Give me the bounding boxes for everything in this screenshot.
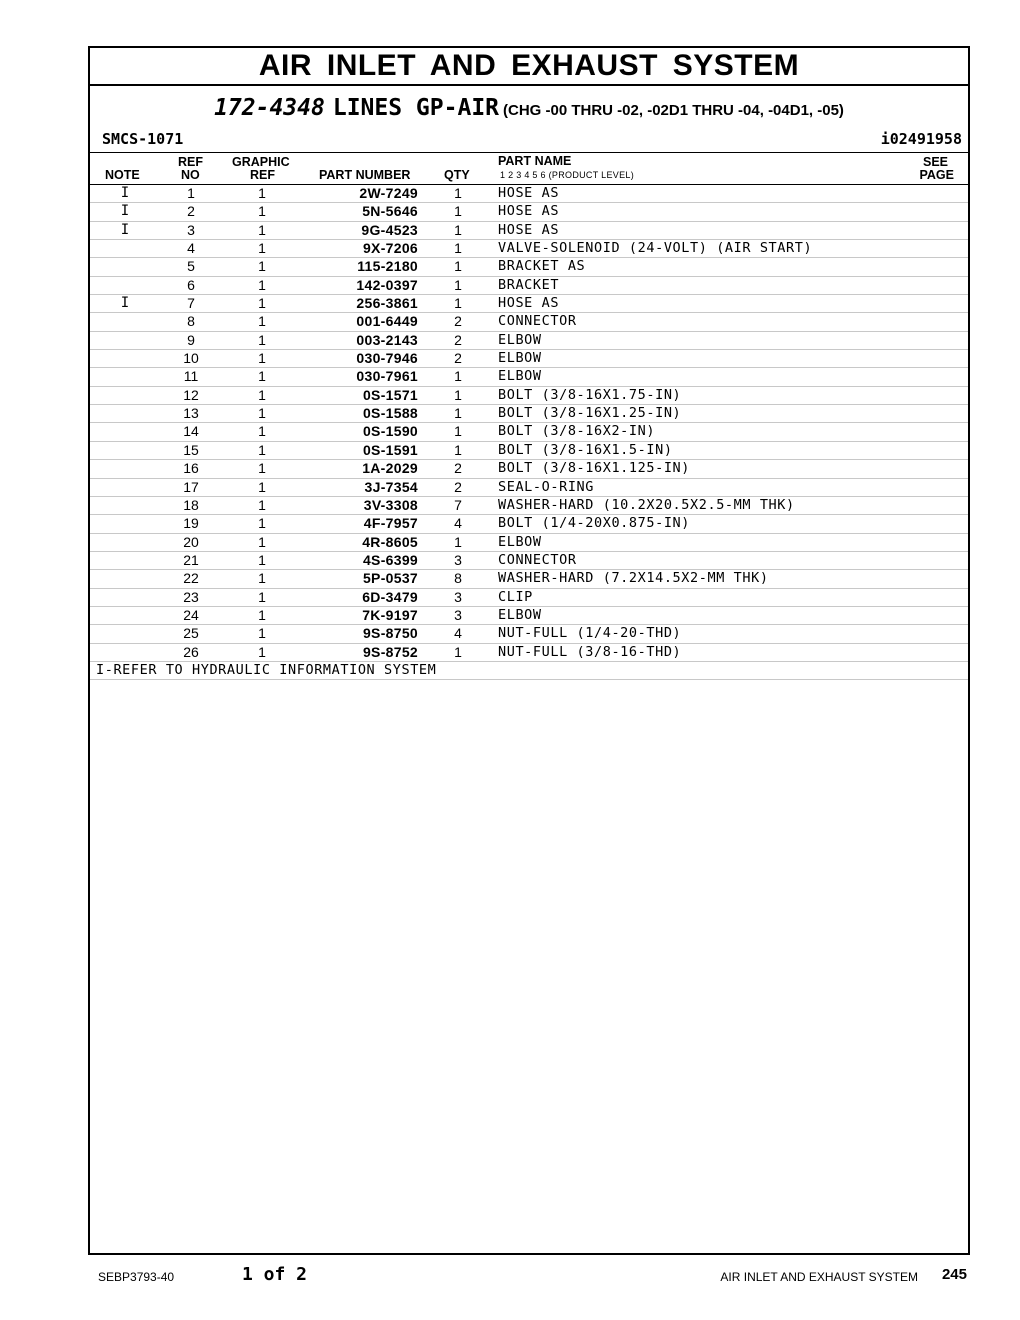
row-graphic-ref: 1 bbox=[258, 515, 266, 532]
table-row bbox=[90, 350, 968, 368]
row-part-number: 9S-8752 bbox=[362, 643, 418, 660]
row-ref-no: 2 bbox=[187, 203, 195, 220]
row-part-number: 6D-3479 bbox=[362, 588, 418, 605]
row-part-number: 5N-5646 bbox=[362, 203, 418, 220]
row-part-name: CONNECTOR bbox=[498, 551, 577, 568]
group-name: LINES GP-AIR bbox=[332, 95, 500, 121]
row-part-number: 7K-9197 bbox=[362, 606, 418, 623]
row-part-name: CLIP bbox=[498, 588, 533, 605]
row-qty: 7 bbox=[454, 496, 462, 513]
row-qty: 1 bbox=[454, 185, 462, 201]
table-row bbox=[90, 644, 968, 662]
id-row bbox=[90, 130, 968, 153]
row-graphic-ref: 1 bbox=[258, 441, 266, 458]
header-graphic-bottom: REF bbox=[250, 168, 275, 182]
row-note: I bbox=[120, 295, 130, 312]
row-part-number: 4S-6399 bbox=[362, 551, 418, 568]
row-ref-no: 24 bbox=[183, 606, 199, 623]
row-ref-no: 16 bbox=[183, 460, 199, 477]
row-part-name: NUT-FULL (3/8-16-THD) bbox=[498, 643, 682, 660]
row-graphic-ref: 1 bbox=[258, 423, 266, 440]
table-row bbox=[90, 479, 968, 497]
row-part-name: VALVE-SOLENOID (24-VOLT) (AIR START) bbox=[498, 240, 813, 257]
row-ref-no: 5 bbox=[187, 258, 195, 275]
row-part-number: 3V-3308 bbox=[363, 496, 418, 513]
row-graphic-ref: 1 bbox=[258, 386, 266, 403]
row-ref-no: 17 bbox=[183, 478, 199, 495]
row-part-name: NUT-FULL (1/4-20-THD) bbox=[498, 625, 682, 642]
row-note: I bbox=[120, 185, 130, 201]
row-graphic-ref: 1 bbox=[258, 478, 266, 495]
row-ref-no: 12 bbox=[183, 386, 199, 403]
illustration-id: i02491958 bbox=[880, 130, 962, 148]
row-part-number: 4F-7957 bbox=[363, 515, 418, 532]
row-graphic-ref: 1 bbox=[258, 350, 266, 367]
row-ref-no: 10 bbox=[183, 350, 199, 367]
row-graphic-ref: 1 bbox=[258, 570, 266, 587]
row-part-name: ELBOW bbox=[498, 606, 542, 623]
row-graphic-ref: 1 bbox=[258, 240, 266, 257]
table-header bbox=[90, 153, 968, 185]
footer-page-number: 245 bbox=[941, 1266, 967, 1283]
row-ref-no: 26 bbox=[183, 643, 199, 660]
table-row bbox=[90, 625, 968, 643]
table-row bbox=[90, 277, 968, 295]
change-range: (CHG -00 THRU -02, -02D1 THRU -04, -04D1, -05) bbox=[503, 102, 844, 119]
row-part-name: BOLT (3/8-16X1.5-IN) bbox=[498, 441, 673, 458]
table-row bbox=[90, 222, 968, 240]
row-ref-no: 6 bbox=[187, 276, 195, 293]
row-ref-no: 13 bbox=[183, 405, 199, 422]
row-part-number: 0S-1590 bbox=[362, 423, 418, 440]
row-graphic-ref: 1 bbox=[258, 331, 266, 348]
header-part-number: PART NUMBER bbox=[319, 168, 411, 182]
row-part-name: HOSE AS bbox=[498, 295, 560, 312]
row-part-name: WASHER-HARD (10.2X20.5X2.5-MM THK) bbox=[498, 496, 795, 513]
page-title: AIR INLET AND EXHAUST SYSTEM bbox=[90, 48, 968, 86]
table-row bbox=[90, 240, 968, 258]
table-row bbox=[90, 387, 968, 405]
row-part-number: 030-7961 bbox=[356, 368, 418, 385]
table-row bbox=[90, 368, 968, 386]
parts-table-body bbox=[90, 185, 968, 662]
group-part-number: 172-4348 bbox=[214, 95, 325, 121]
row-graphic-ref: 1 bbox=[258, 405, 266, 422]
row-ref-no: 18 bbox=[183, 496, 199, 513]
row-part-name: BOLT (3/8-16X1.75-IN) bbox=[498, 386, 682, 403]
smcs-code: SMCS-1071 bbox=[102, 130, 184, 148]
row-qty: 2 bbox=[454, 460, 462, 477]
row-graphic-ref: 1 bbox=[258, 496, 266, 513]
parts-page-frame bbox=[88, 46, 970, 1255]
table-row bbox=[90, 460, 968, 478]
row-qty: 8 bbox=[454, 570, 462, 587]
footnote: I-REFER TO HYDRAULIC INFORMATION SYSTEM bbox=[90, 662, 968, 680]
row-ref-no: 20 bbox=[183, 533, 199, 550]
header-ref-top: REF bbox=[178, 155, 203, 169]
row-part-number: 2W-7249 bbox=[359, 185, 418, 201]
row-qty: 3 bbox=[454, 606, 462, 623]
row-qty: 2 bbox=[454, 313, 462, 330]
row-ref-no: 22 bbox=[183, 570, 199, 587]
table-row bbox=[90, 185, 968, 203]
row-part-number: 9G-4523 bbox=[361, 221, 418, 238]
row-ref-no: 8 bbox=[187, 313, 195, 330]
row-part-name: ELBOW bbox=[498, 350, 542, 367]
row-part-name: HOSE AS bbox=[498, 185, 560, 201]
header-graphic-top: GRAPHIC bbox=[232, 155, 290, 169]
table-row bbox=[90, 295, 968, 313]
table-row bbox=[90, 313, 968, 331]
row-graphic-ref: 1 bbox=[258, 533, 266, 550]
header-product-level: 1 2 3 4 5 6 (PRODUCT LEVEL) bbox=[500, 170, 634, 180]
row-qty: 4 bbox=[454, 625, 462, 642]
table-row bbox=[90, 203, 968, 221]
row-ref-no: 1 bbox=[187, 185, 195, 201]
row-qty: 1 bbox=[454, 643, 462, 660]
row-part-number: 001-6449 bbox=[356, 313, 418, 330]
row-part-number: 115-2180 bbox=[357, 258, 418, 275]
row-part-name: CONNECTOR bbox=[498, 313, 577, 330]
table-row bbox=[90, 534, 968, 552]
row-qty: 1 bbox=[454, 423, 462, 440]
row-qty: 1 bbox=[454, 533, 462, 550]
row-part-number: 003-2143 bbox=[356, 331, 418, 348]
row-graphic-ref: 1 bbox=[258, 295, 266, 312]
row-part-name: ELBOW bbox=[498, 368, 542, 385]
row-part-name: BRACKET bbox=[498, 276, 560, 293]
row-graphic-ref: 1 bbox=[258, 368, 266, 385]
footer-section: AIR INLET AND EXHAUST SYSTEM bbox=[720, 1270, 918, 1284]
table-row bbox=[90, 442, 968, 460]
row-graphic-ref: 1 bbox=[258, 276, 266, 293]
row-part-number: 9S-8750 bbox=[362, 625, 418, 642]
row-part-number: 0S-1591 bbox=[362, 441, 418, 458]
row-part-name: HOSE AS bbox=[498, 221, 560, 238]
row-qty: 2 bbox=[454, 478, 462, 495]
header-part-name: PART NAME bbox=[498, 154, 572, 168]
row-ref-no: 7 bbox=[187, 295, 195, 312]
row-graphic-ref: 1 bbox=[258, 203, 266, 220]
table-row bbox=[90, 423, 968, 441]
row-part-name: BOLT (1/4-20X0.875-IN) bbox=[498, 515, 691, 532]
row-part-number: 030-7946 bbox=[356, 350, 418, 367]
footer-doc-number: SEBP3793-40 bbox=[98, 1270, 175, 1284]
row-part-name: ELBOW bbox=[498, 533, 542, 550]
row-graphic-ref: 1 bbox=[258, 643, 266, 660]
row-qty: 3 bbox=[454, 551, 462, 568]
row-qty: 1 bbox=[454, 240, 462, 257]
header-see-bottom: PAGE bbox=[919, 168, 954, 182]
row-graphic-ref: 1 bbox=[258, 625, 266, 642]
table-row bbox=[90, 405, 968, 423]
row-ref-no: 14 bbox=[183, 423, 199, 440]
row-graphic-ref: 1 bbox=[258, 221, 266, 238]
header-ref-bottom: NO bbox=[181, 168, 200, 182]
row-graphic-ref: 1 bbox=[258, 185, 266, 201]
row-graphic-ref: 1 bbox=[258, 313, 266, 330]
row-qty: 1 bbox=[454, 441, 462, 458]
row-qty: 2 bbox=[454, 350, 462, 367]
row-qty: 2 bbox=[454, 331, 462, 348]
row-qty: 1 bbox=[454, 276, 462, 293]
row-ref-no: 3 bbox=[187, 221, 195, 238]
table-row bbox=[90, 332, 968, 350]
row-qty: 1 bbox=[454, 405, 462, 422]
table-row bbox=[90, 515, 968, 533]
header-note: NOTE bbox=[105, 168, 140, 182]
row-graphic-ref: 1 bbox=[258, 551, 266, 568]
page-footer bbox=[0, 1262, 1020, 1292]
row-note: I bbox=[120, 203, 130, 220]
row-part-name: BOLT (3/8-16X1.25-IN) bbox=[498, 405, 682, 422]
row-ref-no: 11 bbox=[183, 368, 199, 385]
row-part-number: 256-3861 bbox=[356, 295, 418, 312]
row-part-number: 142-0397 bbox=[356, 276, 418, 293]
row-part-name: HOSE AS bbox=[498, 203, 560, 220]
row-part-number: 0S-1588 bbox=[362, 405, 418, 422]
row-qty: 1 bbox=[454, 368, 462, 385]
row-note: I bbox=[120, 221, 130, 238]
footer-page-of: 1 of 2 bbox=[242, 1264, 308, 1285]
row-part-name: WASHER-HARD (7.2X14.5X2-MM THK) bbox=[498, 570, 769, 587]
header-see-top: SEE bbox=[922, 155, 948, 169]
row-part-name: ELBOW bbox=[498, 331, 542, 348]
row-graphic-ref: 1 bbox=[258, 258, 266, 275]
table-row bbox=[90, 589, 968, 607]
row-part-name: SEAL-O-RING bbox=[498, 478, 595, 495]
row-qty: 1 bbox=[454, 258, 462, 275]
row-part-name: BOLT (3/8-16X2-IN) bbox=[498, 423, 656, 440]
row-graphic-ref: 1 bbox=[258, 460, 266, 477]
table-row bbox=[90, 258, 968, 276]
row-ref-no: 25 bbox=[183, 625, 199, 642]
row-ref-no: 9 bbox=[187, 331, 195, 348]
row-qty: 1 bbox=[454, 221, 462, 238]
row-part-number: 9X-7206 bbox=[362, 240, 418, 257]
table-row bbox=[90, 497, 968, 515]
group-subtitle bbox=[90, 86, 968, 130]
row-part-number: 5P-0537 bbox=[362, 570, 418, 587]
row-part-number: 3J-7354 bbox=[364, 478, 418, 495]
row-ref-no: 15 bbox=[183, 441, 199, 458]
row-ref-no: 19 bbox=[183, 515, 199, 532]
row-part-number: 4R-8605 bbox=[362, 533, 418, 550]
header-qty: QTY bbox=[444, 168, 470, 182]
table-row bbox=[90, 570, 968, 588]
row-ref-no: 23 bbox=[183, 588, 199, 605]
row-qty: 1 bbox=[454, 295, 462, 312]
row-qty: 1 bbox=[454, 386, 462, 403]
row-ref-no: 21 bbox=[183, 551, 199, 568]
row-graphic-ref: 1 bbox=[258, 588, 266, 605]
table-row bbox=[90, 607, 968, 625]
row-qty: 3 bbox=[454, 588, 462, 605]
row-qty: 4 bbox=[454, 515, 462, 532]
row-part-name: BRACKET AS bbox=[498, 258, 586, 275]
row-ref-no: 4 bbox=[187, 240, 195, 257]
row-part-number: 0S-1571 bbox=[362, 386, 418, 403]
table-row bbox=[90, 552, 968, 570]
row-part-number: 1A-2029 bbox=[362, 460, 418, 477]
row-qty: 1 bbox=[454, 203, 462, 220]
row-graphic-ref: 1 bbox=[258, 606, 266, 623]
row-part-name: BOLT (3/8-16X1.125-IN) bbox=[498, 460, 691, 477]
